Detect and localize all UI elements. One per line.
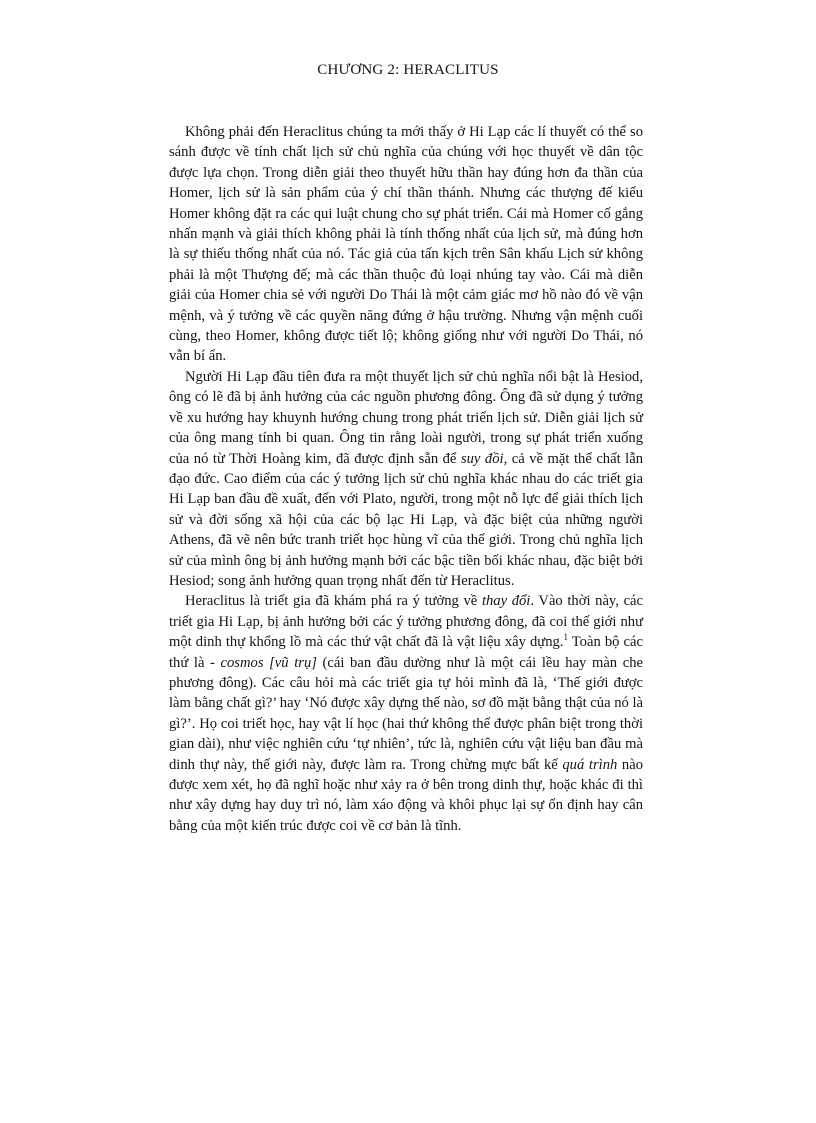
italic-term-qua-trinh: quá trình xyxy=(562,756,618,773)
footnote-marker[interactable]: 1 xyxy=(563,632,568,643)
paragraph-2 xyxy=(169,367,643,591)
paragraph-3-part-1: Heraclitus là triết gia đã khám phá ra ý tưởng về xyxy=(185,593,482,610)
paragraph-2-text-before: Người Hi Lạp đầu tiên đưa ra một thuyết lịch sử chủ nghĩa nổi bật là Hesiod, ông có lẽ đã bị ảnh hưởng của các nguồn phương đông. Ông đã sử dụng ý tưởng về xu hướng hay khuynh hướng chung trong phát triển lịch sử. Diễn giải lịch sử của ông mang tính bi quan. Ông tin rằng loài người, trong sự phát triển xuống của nó từ Thời Hoàng kim, đã được định sẵn để xyxy=(169,368,643,467)
italic-term-suy-doi: suy đồi xyxy=(460,450,504,467)
paragraph-3-part-4: (cái ban đầu dường như là một cái lều hay màn che phương đông). Các câu hỏi mà các triết gia tự hỏi mình đã là, ‘Thế giới được làm bằng chất gì?’ hay ‘Nó được xây dựng thế nào, sơ đồ mặt bằng thật của nó là gì?’. Họ coi triết học, hay vật lí học (hai thứ không thể được phân biệt trong thời gian dài), như việc nghiên cứu ‘tự nhiên’, tức là, nghiên cứu vật liệu ban đầu mà dinh thự này, thế giới này, được làm ra. Trong chừng mực bất kể xyxy=(169,654,643,773)
italic-term-thay-doi: thay đổi xyxy=(481,593,531,610)
paragraph-3-part-5: nào được xem xét, họ đã nghĩ hoặc như xảy ra ở bên trong dinh thự, hoặc khác đi thì như xây dựng hay duy trì nó, làm xáo động và khôi phục lại sự ổn định hay cân bằng của một kiến trúc được coi về cơ bản là tĩnh. xyxy=(169,756,644,834)
paragraph-3-part-2: . Vào thời này, các triết gia Hi Lạp, bị ảnh hưởng bởi các ý tưởng phương đông, đã coi thế giới như một dinh thự khổng lồ mà các thứ vật chất đã là vật liệu xây dựng. xyxy=(169,593,643,651)
paragraph-3 xyxy=(169,591,643,836)
paragraph-1 xyxy=(169,122,643,367)
paragraph-1-text: Không phải đến Heraclitus chúng ta mới thấy ở Hi Lạp các lí thuyết có thể so sánh được về tính chất lịch sử chủ nghĩa của chúng với học thuyết về dân tộc được lựa chọn. Trong diễn giải theo thuyết hữu thần hay đúng hơn đa thần của Homer, lịch sử là sản phẩm của ý chí thần thánh. Nhưng các thượng đế kiểu Homer không đặt ra các qui luật chung cho sự phát triển. Cái mà Homer cố gắng nhấn mạnh và giải thích không phải là tính thống nhất của lịch sử, mà đúng hơn là sự thiếu thống nhất của nó. Tác giả của tấn kịch trên Sân khấu Lịch sử không phải là một Thượng đế; mà các thần thuộc đủ loại nhúng tay vào. Cái mà diễn giải của Homer chia sẻ với người Do Thái là một cảm giác mơ hồ nào đó về vận mệnh, và ý tưởng về các quyền năng đứng ở hậu trường. Nhưng vận mệnh cuối cùng, theo Homer, không được tiết lộ; không giống như với người Do Thái, nó vẫn bí ẩn. xyxy=(169,124,643,365)
italic-term-cosmos: cosmos [vũ trụ] xyxy=(220,654,317,671)
paragraph-3-part-3: Toàn bộ các thứ là - xyxy=(169,634,643,671)
paragraph-2-text-after: , cả về mặt thể chất lẫn đạo đức. Cao điểm của các ý tưởng lịch sử chủ nghĩa khác nhau do các triết gia Hi Lạp ban đầu đề xuất, đến với Plato, người, trong một nỗ lực để giải thích lịch sử và đời sống xã hội của các bộ lạc Hi Lạp, và đặc biệt của những người Athens, đã vẽ nên bức tranh triết học hùng vĩ của thế giới. Trong chủ nghĩa lịch sử của mình ông bị ảnh hưởng mạnh bởi các bậc tiền bối khác nhau, đặc biệt bởi Hesiod; song ảnh hưởng quan trọng nhất đến từ Heraclitus. xyxy=(169,450,643,589)
body-text xyxy=(169,122,643,836)
chapter-title: CHƯƠNG 2: HERACLITUS xyxy=(317,62,499,78)
